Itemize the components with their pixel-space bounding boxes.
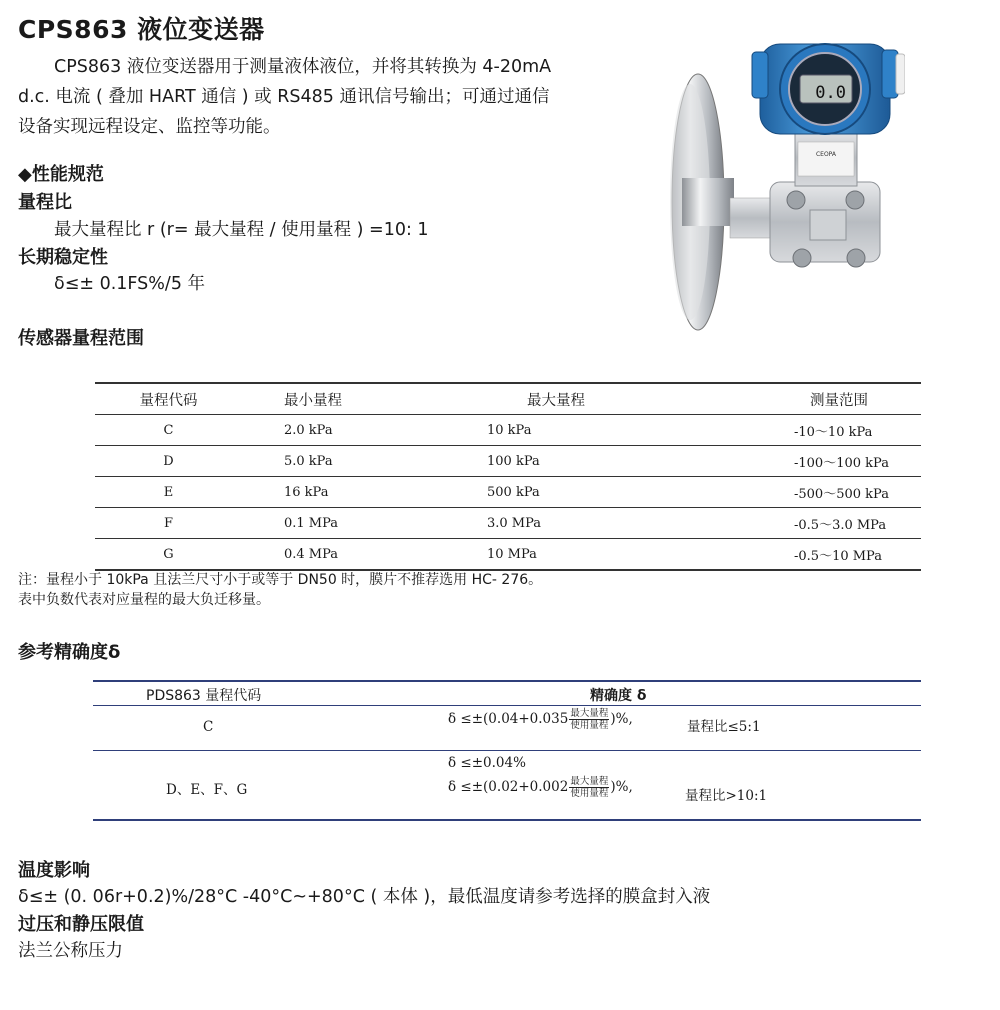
column-header: 最大量程 — [475, 383, 758, 415]
range-ratio-text: 最大量程比 r (r= 最大量程 / 使用量程 ) =10: 1 — [54, 220, 429, 240]
temperature-text: δ≤± (0. 06r+0.2)%/28°C -40°C~+80°C ( 本体 )，最低温度请参考选择的膜盒封入液 — [18, 887, 711, 907]
table-row — [95, 477, 921, 508]
table-row — [95, 446, 921, 477]
accuracy-formula: δ ≤±(0.04+0.035 $\frac{\text{最大量程}}{\text{使用量程}}$ )%, — [448, 708, 633, 731]
intro-paragraph — [18, 52, 618, 142]
accuracy-formula: δ ≤±0.04% — [448, 755, 526, 771]
row-rule — [93, 750, 921, 751]
range-ratio-condition: 量程比≤5:1 — [687, 719, 761, 735]
table-header-row — [95, 383, 921, 415]
measure-range-cell: -10～10 kPa — [758, 415, 921, 446]
brand-label: CEOPA — [815, 151, 837, 158]
measure-range-cell: -500～500 kPa — [758, 477, 921, 508]
range-code-cell: C — [95, 415, 242, 446]
column-header: 测量范围 — [758, 383, 921, 415]
table-row — [95, 508, 921, 539]
intro-line-1: CPS863 液位变送器用于测量液体液位，并将其转换为 4-20mA — [54, 57, 552, 77]
spec-heading: ◆性能规范 — [18, 164, 104, 185]
range-code-cell: C — [203, 719, 214, 735]
range-ratio-label: 量程比 — [18, 192, 72, 213]
range-code-cell: E — [95, 477, 242, 508]
accuracy-heading: 参考精确度δ — [18, 642, 121, 663]
stability-text: δ≤± 0.1FS%/5 年 — [54, 274, 206, 294]
range-code-cell: G — [95, 539, 242, 571]
max-range-cell: 10 MPa — [475, 539, 758, 571]
min-range-cell: 2.0 kPa — [242, 415, 475, 446]
page-title: CPS863 液位变送器 — [18, 15, 265, 44]
table-note — [18, 570, 542, 610]
min-range-cell: 0.4 MPa — [242, 539, 475, 571]
intro-line-2: d.c. 电流 ( 叠加 HART 通信 ) 或 RS485 通讯信号输出；可通过通信 — [18, 87, 550, 107]
measure-range-cell: -100～100 kPa — [758, 446, 921, 477]
max-range-cell: 3.0 MPa — [475, 508, 758, 539]
column-header: 精确度 δ — [590, 688, 647, 704]
measure-range-cell: -0.5～3.0 MPa — [758, 508, 921, 539]
min-range-cell: 16 kPa — [242, 477, 475, 508]
liquid-level-transmitter-image — [660, 30, 905, 335]
overpressure-text: 法兰公称压力 — [18, 941, 123, 961]
range-code-cell: F — [95, 508, 242, 539]
measure-range-cell: -0.5～10 MPa — [758, 539, 921, 571]
intro-line-3: 设备实现远程设定、监控等功能。 — [18, 117, 281, 137]
note-line-1: 注：量程小于 10kPa 且法兰尺寸小于或等于 DN50 时，膜片不推荐选用 HC- 276。 — [18, 572, 543, 588]
fraction: $\frac{\text{最大量程}}{\text{使用量程}}$ — [570, 708, 609, 731]
range-code-cell: D — [95, 446, 242, 477]
accuracy-table — [93, 680, 921, 822]
max-range-cell: 500 kPa — [475, 477, 758, 508]
table-row — [95, 539, 921, 571]
transmitter-photo — [660, 30, 905, 335]
stability-label: 长期稳定性 — [18, 247, 108, 268]
temperature-heading: 温度影响 — [18, 860, 90, 881]
sensor-range-heading: 传感器量程范围 — [18, 328, 144, 349]
table-bottom-rule — [93, 819, 921, 821]
min-range-cell: 0.1 MPa — [242, 508, 475, 539]
note-line-2: 表中负数代表对应量程的最大负迁移量。 — [18, 592, 270, 608]
sensor-range-table — [95, 382, 921, 571]
overpressure-heading: 过压和静压限值 — [18, 914, 144, 935]
table-top-rule — [93, 680, 921, 682]
lcd-display-value: 0.0 — [815, 83, 846, 103]
column-header: 最小量程 — [242, 383, 475, 415]
min-range-cell: 5.0 kPa — [242, 446, 475, 477]
range-code-cell: D、E、F、G — [166, 782, 248, 798]
max-range-cell: 100 kPa — [475, 446, 758, 477]
header-rule — [93, 705, 921, 706]
max-range-cell: 10 kPa — [475, 415, 758, 446]
range-ratio-condition: 量程比>10:1 — [685, 788, 768, 804]
accuracy-formula: δ ≤±(0.02+0.002 $\frac{\text{最大量程}}{\text{使用量程}}$ )%, — [448, 776, 633, 799]
table-row — [95, 415, 921, 446]
column-header: PDS863 量程代码 — [146, 688, 262, 704]
column-header: 量程代码 — [95, 383, 242, 415]
fraction: $\frac{\text{最大量程}}{\text{使用量程}}$ — [570, 776, 609, 799]
